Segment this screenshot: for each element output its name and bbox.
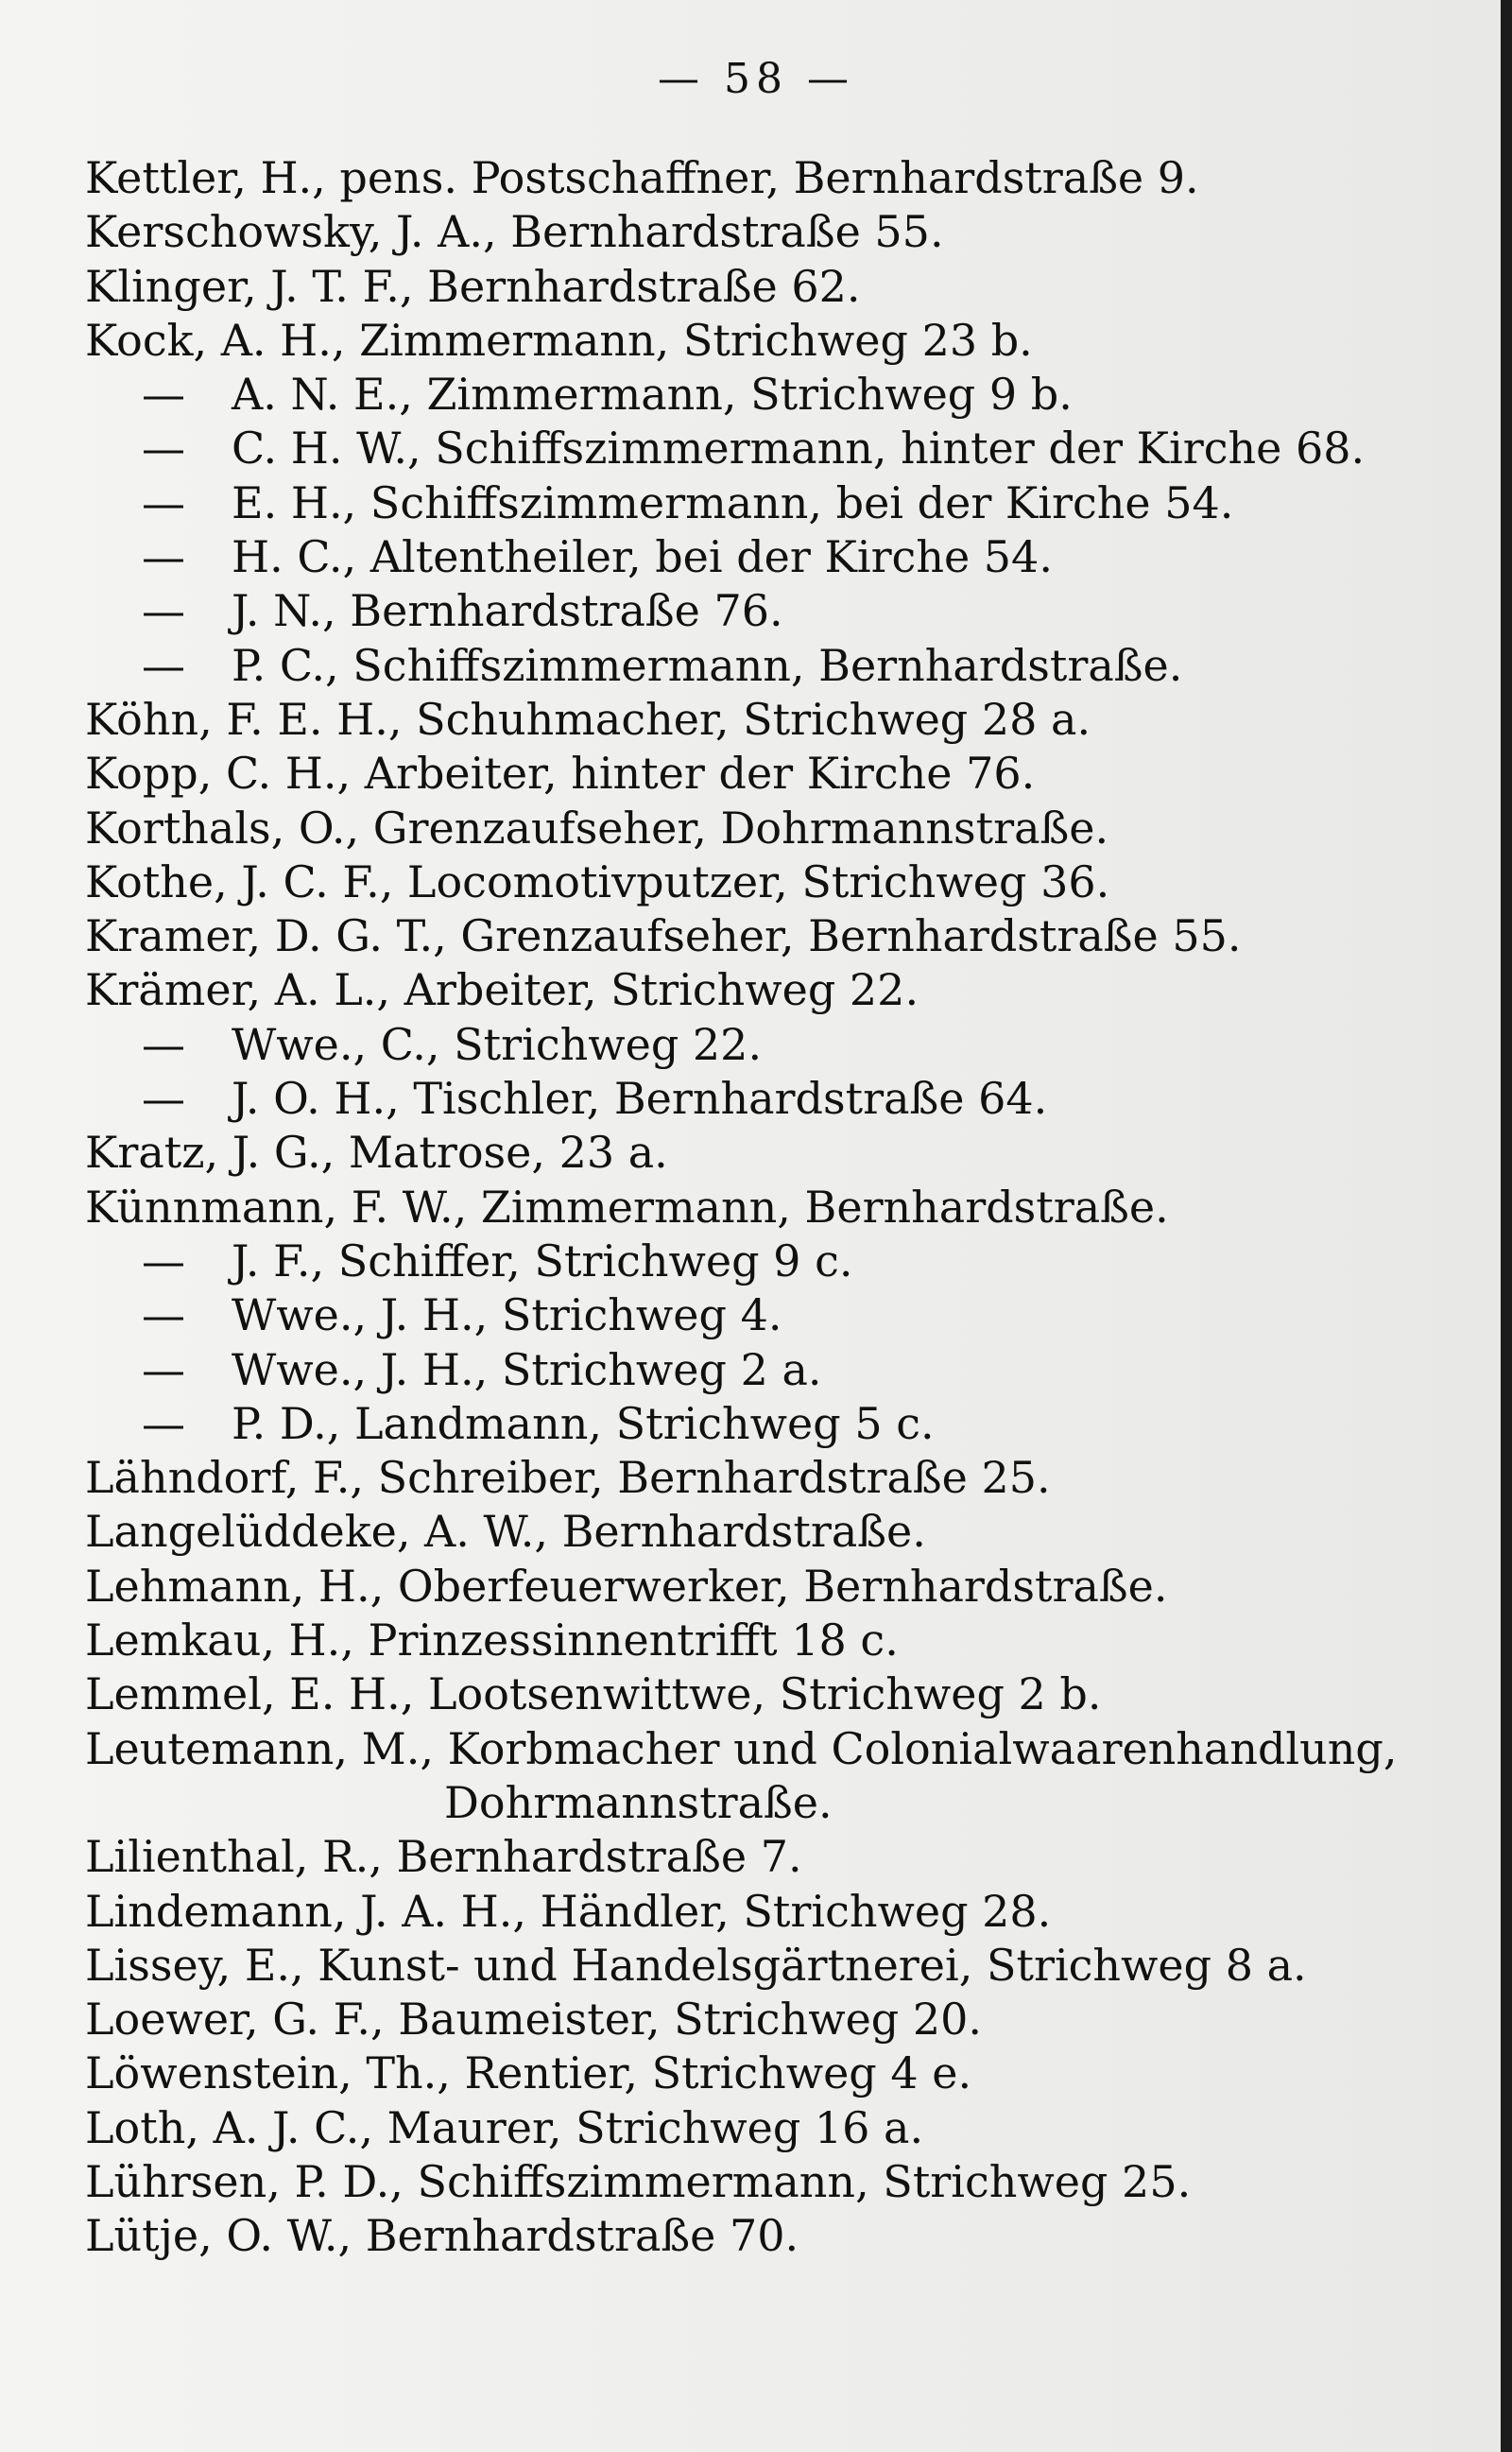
- directory-entry: [85, 205, 1446, 259]
- entry-text: Lührsen, P. D., Schiffszimmermann, Strichweg 25.: [85, 2155, 1192, 2207]
- entry-text: Krämer, A. L., Arbeiter, Strichweg 22.: [85, 964, 919, 1016]
- ditto-dash: —: [142, 476, 185, 528]
- entry-text: Kratz, J. G., Matrose, 23 a.: [85, 1127, 668, 1179]
- entry-text: Klinger, J. T. F., Bernhardstraße 62.: [85, 260, 861, 312]
- directory-sub-entry: [85, 1343, 1446, 1397]
- directory-sub-entry: [85, 584, 1446, 638]
- entry-text: Wwe., C., Strichweg 22.: [232, 1018, 763, 1070]
- ditto-dash: —: [142, 1235, 185, 1286]
- directory-entry: [85, 909, 1446, 963]
- ditto-dash: —: [142, 423, 185, 475]
- directory-entry: [85, 1451, 1446, 1505]
- directory-sub-entry: [85, 1235, 1446, 1288]
- directory-entry: [85, 1667, 1446, 1721]
- entry-text: Kothe, J. C. F., Locomotivputzer, Strichweg 36.: [85, 855, 1110, 907]
- directory-entry: [85, 2209, 1446, 2263]
- directory-entry: [85, 1722, 1446, 1776]
- directory-entry: [85, 1560, 1446, 1614]
- entry-text: A. N. E., Zimmermann, Strichweg 9 b.: [232, 369, 1073, 421]
- ditto-dash: —: [142, 1073, 185, 1125]
- directory-entry: [85, 2046, 1446, 2100]
- entry-text: Wwe., J. H., Strichweg 4.: [232, 1289, 782, 1341]
- entry-text: Kopp, C. H., Arbeiter, hinter der Kirche 76.: [85, 748, 1036, 800]
- entry-text: J. O. H., Tischler, Bernhardstraße 64.: [232, 1073, 1048, 1125]
- page-edge-shadow: [1501, 0, 1512, 2452]
- directory-entry: [85, 855, 1446, 909]
- directory-sub-entry: [85, 530, 1446, 584]
- entry-text: Kock, A. H., Zimmermann, Strichweg 23 b.: [85, 314, 1033, 366]
- directory-entry: [85, 693, 1446, 747]
- entry-text: Korthals, O., Grenzaufseher, Dohrmannstraße.: [85, 802, 1109, 854]
- directory-entry: [85, 1505, 1446, 1559]
- ditto-dash: —: [142, 1343, 185, 1395]
- entry-text: Lemkau, H., Prinzessinnentrifft 18 c.: [85, 1615, 899, 1666]
- directory-sub-entry: [85, 1397, 1446, 1451]
- directory-sub-entry: [85, 476, 1446, 530]
- entry-text: Kramer, D. G. T., Grenzaufseher, Bernhardstraße 55.: [85, 910, 1242, 962]
- entry-text: P. D., Landmann, Strichweg 5 c.: [232, 1397, 935, 1449]
- directory-entries: [85, 151, 1446, 2264]
- directory-entry: [85, 802, 1446, 855]
- directory-entry: [85, 1126, 1446, 1180]
- directory-entry: [85, 1181, 1446, 1235]
- entry-text: Wwe., J. H., Strichweg 2 a.: [232, 1343, 822, 1395]
- directory-sub-entry: [85, 1288, 1446, 1342]
- directory-sub-entry: [85, 639, 1446, 693]
- directory-entry: [85, 1830, 1446, 1884]
- ditto-dash: —: [142, 585, 185, 637]
- entry-text: Dohrmannstraße.: [444, 1776, 833, 1828]
- entry-text: J. N., Bernhardstraße 76.: [232, 585, 783, 637]
- entry-text: Loth, A. J. C., Maurer, Strichweg 16 a.: [85, 2101, 924, 2153]
- entry-text: Lütje, O. W., Bernhardstraße 70.: [85, 2210, 799, 2262]
- entry-text: H. C., Altentheiler, bei der Kirche 54.: [232, 531, 1053, 583]
- directory-entry: [85, 963, 1446, 1017]
- entry-text: Loewer, G. F., Baumeister, Strichweg 20.: [85, 1994, 983, 2046]
- ditto-dash: —: [142, 1397, 185, 1449]
- directory-sub-entry: [85, 1072, 1446, 1126]
- entry-text: Kerschowsky, J. A., Bernhardstraße 55.: [85, 206, 944, 258]
- ditto-dash: —: [142, 531, 185, 583]
- entry-text: J. F., Schiffer, Strichweg 9 c.: [232, 1235, 853, 1286]
- entry-text: Kettler, H., pens. Postschaffner, Bernhardstraße 9.: [85, 152, 1199, 203]
- ditto-dash: —: [142, 1289, 185, 1341]
- directory-sub-entry: [85, 368, 1446, 422]
- entry-text: Leutemann, M., Korbmacher und Colonialwaarenhandlung,: [85, 1722, 1398, 1774]
- entry-text: Lindemann, J. A. H., Händler, Strichweg 28.: [85, 1885, 1052, 1937]
- entry-text: C. H. W., Schiffszimmermann, hinter der Kirche 68.: [232, 423, 1366, 475]
- directory-entry: [85, 1993, 1446, 2046]
- entry-text: Lemmel, E. H., Lootsenwittwe, Strichweg 2 b.: [85, 1668, 1102, 1720]
- directory-entry-continuation: [85, 1776, 1446, 1830]
- entry-text: Löwenstein, Th., Rentier, Strichweg 4 e.: [85, 2047, 972, 2099]
- directory-sub-entry: [85, 422, 1446, 475]
- entry-text: Lähndorf, F., Schreiber, Bernhardstraße 25.: [85, 1452, 1051, 1504]
- entry-text: E. H., Schiffszimmermann, bei der Kirche 54.: [232, 476, 1234, 528]
- entry-text: Köhn, F. E. H., Schuhmacher, Strichweg 28 a.: [85, 693, 1091, 745]
- directory-entry: [85, 260, 1446, 314]
- directory-entry: [85, 151, 1446, 205]
- directory-entry: [85, 2101, 1446, 2155]
- ditto-dash: —: [142, 1018, 185, 1070]
- entry-text: Künnmann, F. W., Zimmermann, Bernhardstraße.: [85, 1181, 1169, 1233]
- directory-entry: [85, 747, 1446, 801]
- entry-text: P. C., Schiffszimmermann, Bernhardstraße.: [232, 639, 1183, 691]
- directory-entry: [85, 1885, 1446, 1939]
- ditto-dash: —: [142, 369, 185, 421]
- directory-entry: [85, 1939, 1446, 1993]
- directory-entry: [85, 1614, 1446, 1667]
- directory-sub-entry: [85, 1018, 1446, 1072]
- entry-text: Lissey, E., Kunst- und Handelsgärtnerei, Strichweg 8 a.: [85, 1939, 1307, 1991]
- entry-text: Lilienthal, R., Bernhardstraße 7.: [85, 1831, 802, 1883]
- directory-entry: [85, 2155, 1446, 2209]
- entry-text: Langelüddeke, A. W., Bernhardstraße.: [85, 1506, 926, 1558]
- ditto-dash: —: [142, 639, 185, 691]
- entry-text: Lehmann, H., Oberfeuerwerker, Bernhardstraße.: [85, 1560, 1168, 1612]
- page-number: — 58 —: [658, 55, 854, 103]
- directory-entry: [85, 314, 1446, 368]
